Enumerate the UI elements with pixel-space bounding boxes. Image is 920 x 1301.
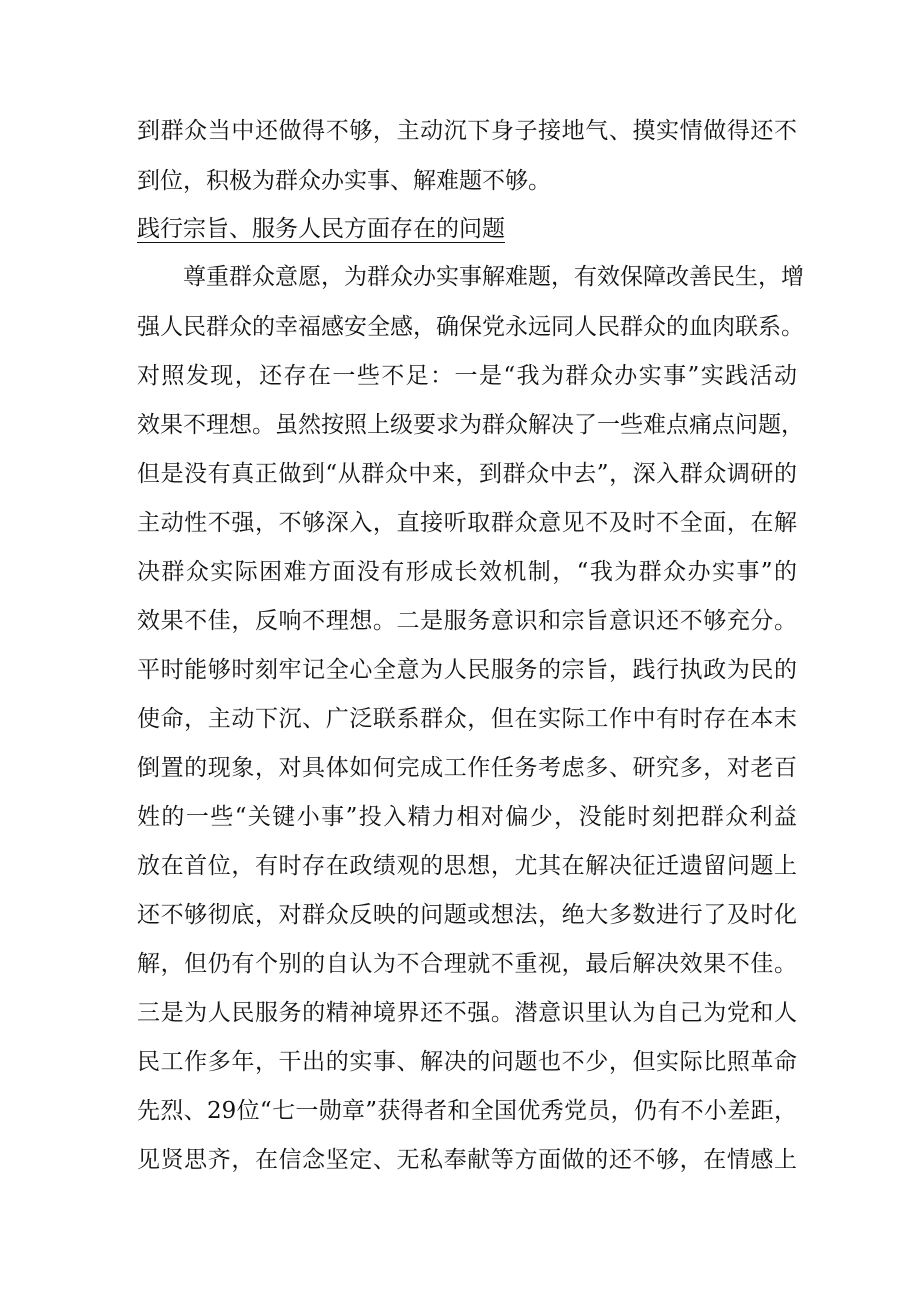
intro-line: 到位，积极为群众办实事、解难题不够。 [137,168,551,194]
intro-line: 到群众当中还做得不够，主动沉下身子接地气、摸实情做得还不 [137,118,797,144]
body-line: 见贤思齐，在信念坚定、无私奉献等方面做的还不够，在情感上 [137,1147,797,1173]
body-line: 倒置的现象，对具体如何完成工作任务考虑多、研究多，对老百 [137,755,797,781]
body-line: 还不够彻底，对群众反映的问题或想法，绝大多数进行了及时化 [137,902,797,928]
body-line: 主动性不强，不够深入，直接听取群众意见不及时不全面，在解 [137,510,797,536]
body-line: 对照发现，还存在一些不足：一是“我为群众办实事”实践活动 [137,363,797,389]
body-line: 尊重群众意愿，为群众办实事解难题，有效保障改善民生，增 [183,264,804,290]
body-line: 效果不佳，反响不理想。二是服务意识和宗旨意识还不够充分。 [137,608,797,634]
body-line: 放在首位，有时存在政绩观的思想，尤其在解决征迁遗留问题上 [137,853,797,879]
body-line: 平时能够时刻牢记全心全意为人民服务的宗旨，践行执政为民的 [137,657,797,683]
body-line: 姓的一些“关键小事”投入精力相对偏少，没能时刻把群众利益 [137,804,797,830]
section-heading: 践行宗旨、服务人民方面存在的问题 [137,216,505,242]
body-line: 民工作多年，干出的实事、解决的问题也不少，但实际比照革命 [137,1049,797,1075]
body-line: 使命，主动下沉、广泛联系群众，但在实际工作中有时存在本末 [137,706,797,732]
body-line: 三是为人民服务的精神境界还不强。潜意识里认为自己为党和人 [137,1000,797,1026]
body-line: 决群众实际困难方面没有形成长效机制，“我为群众办实事”的 [137,559,797,585]
body-line: 强人民群众的幸福感安全感，确保党永远同人民群众的血肉联系。 [137,314,804,340]
body-line: 解，但仍有个别的自认为不合理就不重视，最后解决效果不佳。 [137,951,797,977]
body-line: 但是没有真正做到“从群众中来，到群众中去”，深入群众调研的 [137,461,797,487]
body-line: 效果不理想。虽然按照上级要求为群众解决了一些难点痛点问题， [137,412,804,438]
body-line: 先烈、29位“七一勋章”获得者和全国优秀党员，仍有不小差距， [137,1098,797,1124]
